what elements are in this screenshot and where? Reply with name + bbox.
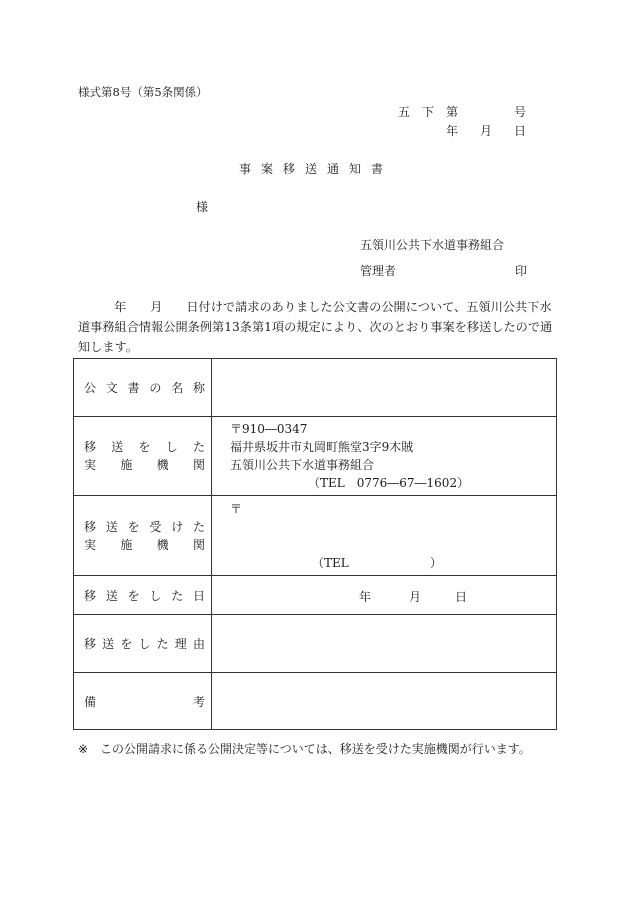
sender-manager: 管理者: [360, 264, 397, 278]
table-row: [74, 417, 557, 496]
table-row: [74, 673, 557, 730]
title-char: 事: [239, 162, 252, 176]
transfer-date-year: 年: [359, 590, 372, 604]
table-row: [74, 576, 557, 615]
doc-date-day: 日: [514, 124, 527, 138]
table-row: [74, 496, 557, 576]
title-char: 移: [283, 162, 296, 176]
transferring-address: 福井県坂井市丸岡町熊堂3字9木賊: [230, 440, 414, 454]
title-char: 案: [261, 162, 274, 176]
receiving-agency-label: 移 送 を 受 け た 実 施 機 関: [74, 496, 212, 576]
transferring-tel: （TEL 0776―67―1602）: [308, 476, 470, 490]
transferring-agency-value[interactable]: [212, 417, 557, 496]
title-char: 送: [305, 162, 318, 176]
form-label: 様式第8号（第5条関係）: [78, 85, 208, 99]
receiving-agency-value[interactable]: [212, 496, 557, 576]
transfer-date-month: 月: [409, 590, 422, 604]
transferring-agency-label: 移 送 を し た 実 施 機 関: [74, 417, 212, 496]
doc-number-suffix: 号: [514, 105, 527, 119]
title-char: 知: [349, 162, 362, 176]
doc-number-prefix-3: 第: [446, 105, 459, 119]
body-paragraph: [78, 297, 558, 357]
doc-number-prefix-2: 下: [422, 105, 435, 119]
body-month: 月: [150, 300, 163, 314]
receiving-tel-close: ）: [430, 556, 443, 570]
body-year: 年: [114, 300, 127, 314]
footnote-text: この公開請求に係る公開決定等については、移送を受けた実施機関が行います。: [100, 742, 531, 756]
transfer-reason-value[interactable]: [212, 615, 557, 673]
remarks-value[interactable]: [212, 673, 557, 730]
doc-name-value[interactable]: [212, 359, 557, 417]
transferring-organization: 五領川公共下水道事務組合: [230, 458, 375, 472]
table-row: [74, 615, 557, 673]
addressee-honorific: 様: [196, 200, 209, 214]
transfer-date-value[interactable]: [212, 576, 557, 615]
sender-organization: 五領川公共下水道事務組合: [360, 238, 505, 252]
title-char: 通: [327, 162, 340, 176]
document-title: [239, 160, 393, 177]
body-text: 日付けで請求のありました公文書の公開について、五領川公共下水道事務組合情報公開条例第13条第1項の規定により、次のとおり事案を移送したので通知します。: [78, 300, 553, 354]
notice-table: [73, 358, 557, 730]
transfer-date-label: 移 送 を し た 日: [74, 576, 212, 615]
transfer-date-day: 日: [455, 590, 468, 604]
seal-label: 印: [515, 264, 528, 278]
transfer-reason-label: 移 送 を し た 理 由: [74, 615, 212, 673]
transferring-postal: 〒910―0347: [230, 422, 308, 436]
doc-date-year: 年: [446, 124, 459, 138]
footnote-mark: ※: [78, 742, 89, 756]
receiving-postal-mark: 〒: [230, 502, 243, 516]
doc-name-label: 公 文 書 の 名 称: [74, 359, 212, 417]
doc-number-prefix-1: 五: [398, 105, 411, 119]
table-row: [74, 359, 557, 417]
remarks-label: 備 考: [74, 673, 212, 730]
title-char: 書: [371, 162, 384, 176]
footnote: [78, 740, 531, 757]
receiving-tel-open: （TEL: [312, 556, 349, 570]
doc-date-month: 月: [480, 124, 493, 138]
